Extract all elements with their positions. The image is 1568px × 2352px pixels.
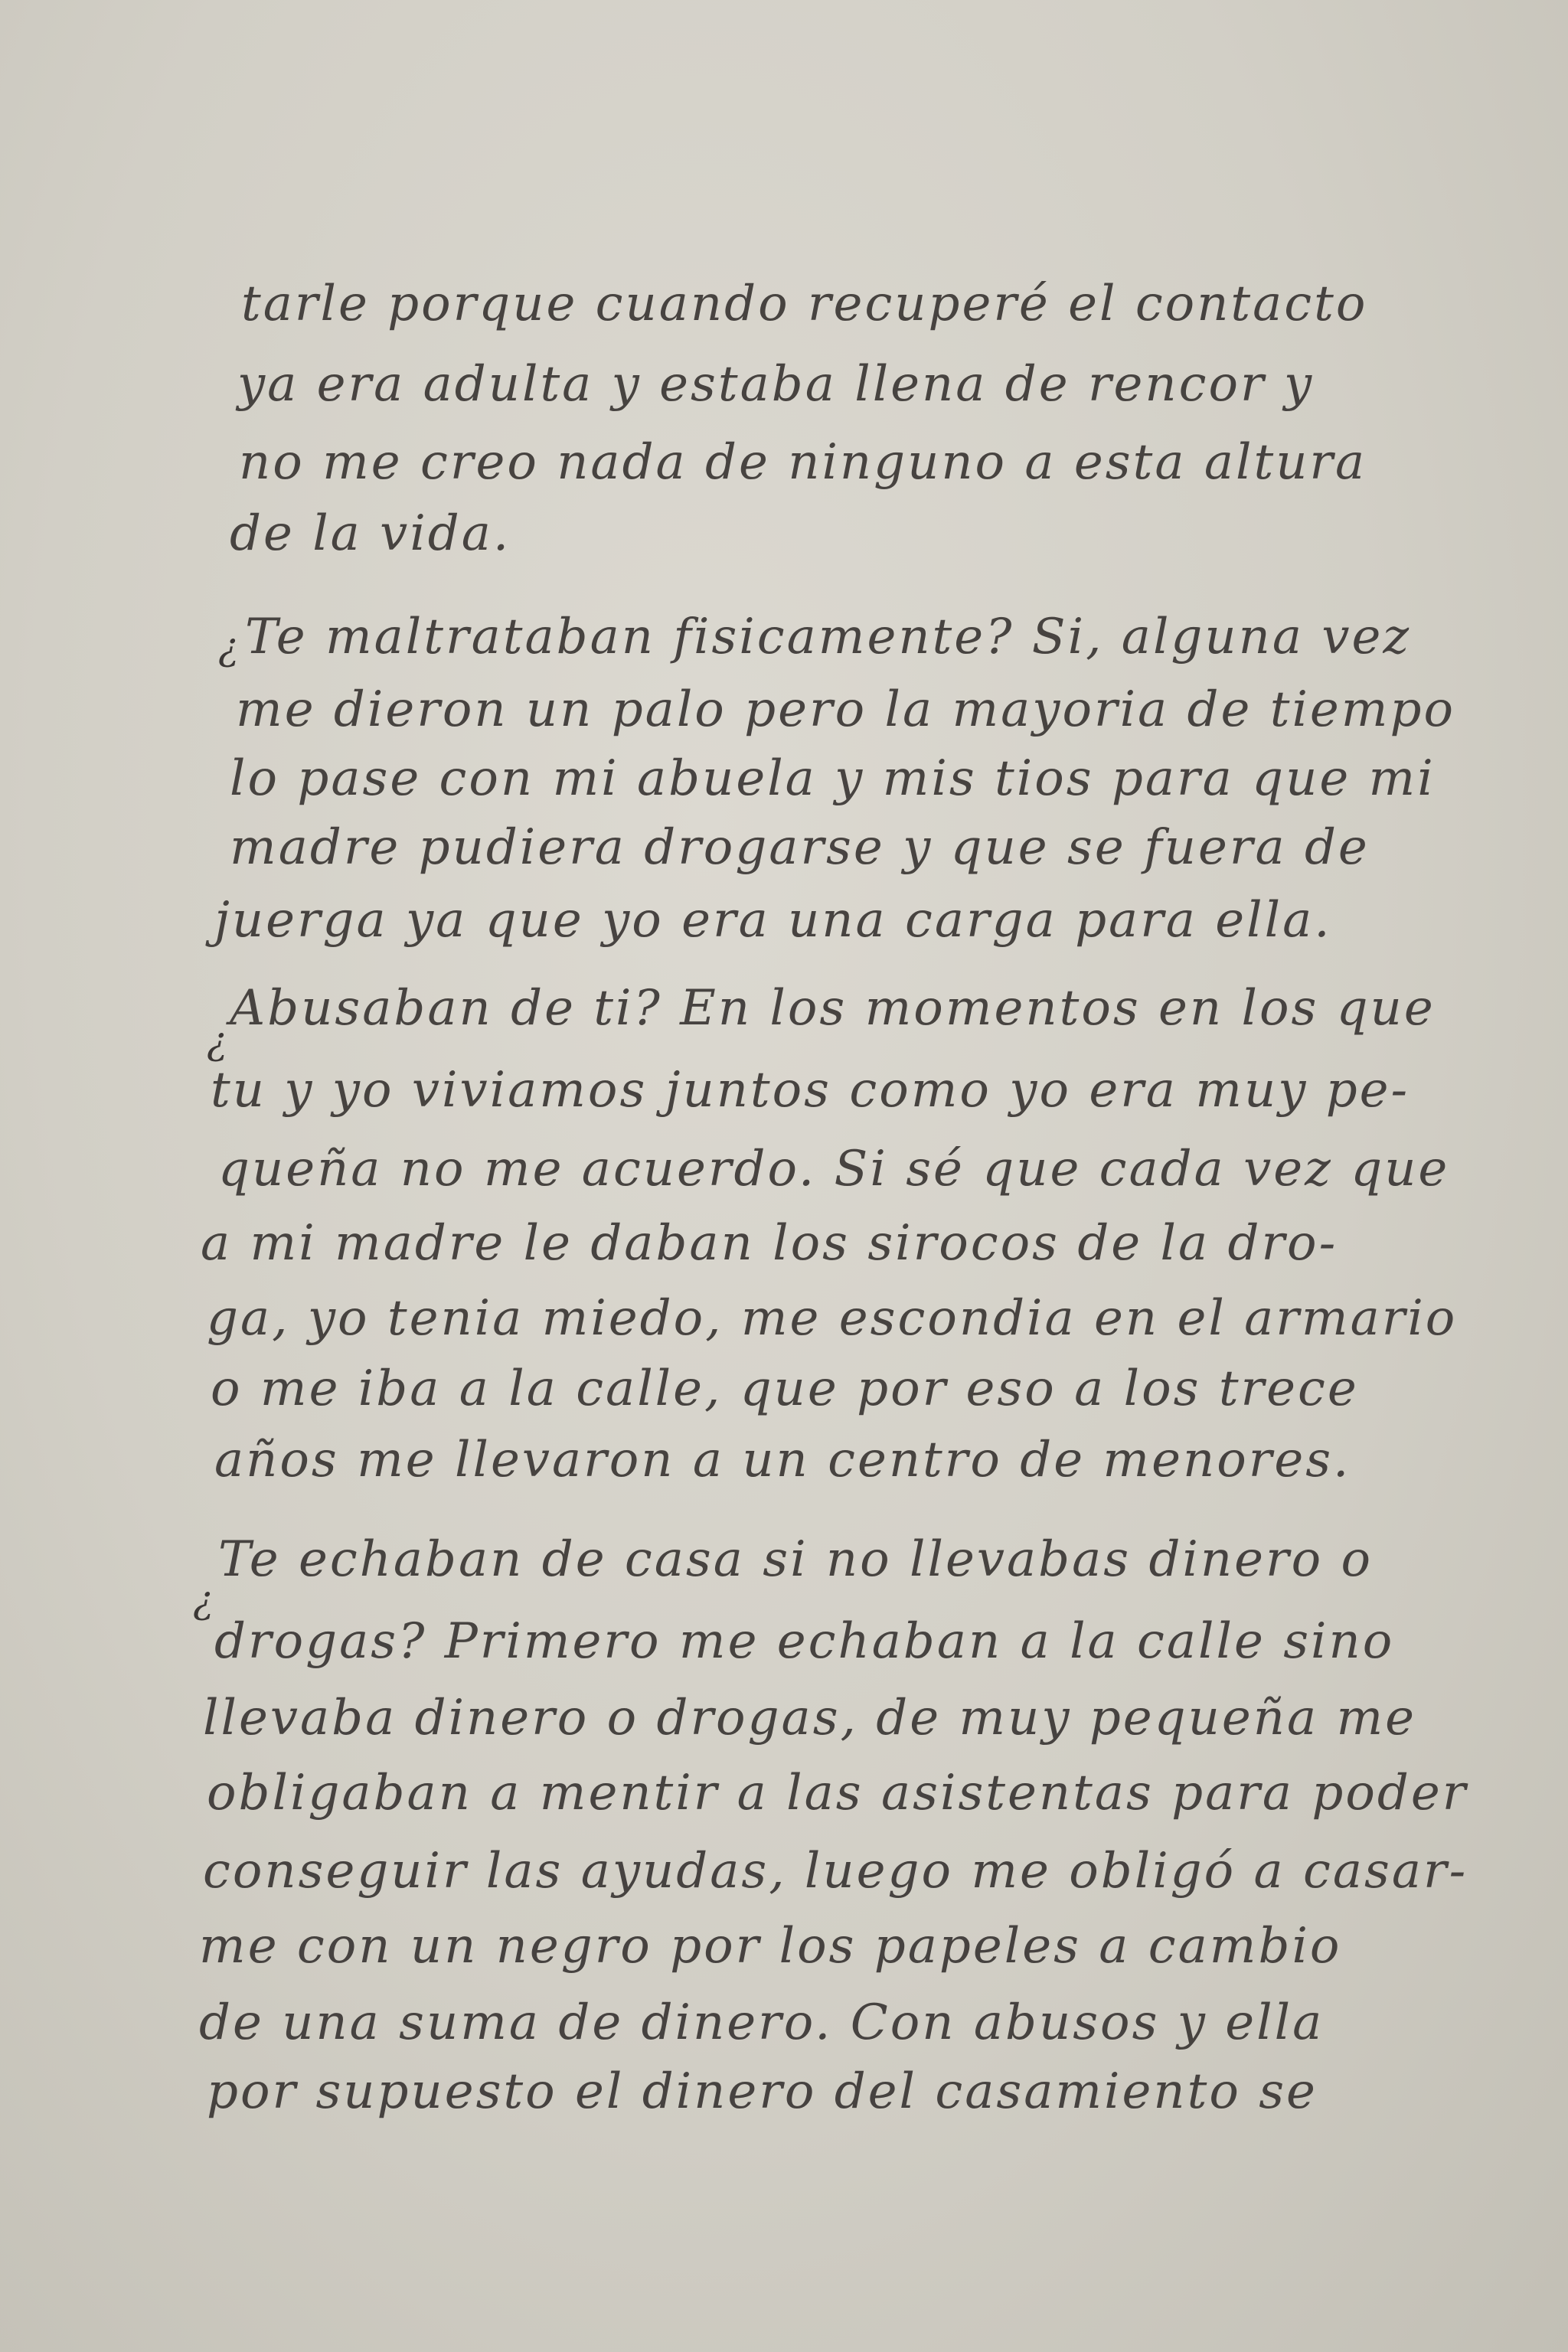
text-line: o me iba a la calle, que por eso a los trece	[211, 1361, 1359, 1417]
text-line: de la vida.	[230, 505, 511, 562]
text-line: tarle porque cuando recuperé el contacto	[241, 276, 1368, 332]
text-line: conseguir las ayudas, luego me obligó a casar-	[203, 1843, 1468, 1900]
text-line: juerga ya que yo era una carga para ella.	[214, 892, 1332, 949]
text-line: me con un negro por los papeles a cambio	[199, 1918, 1342, 1975]
inverted-question-mark: ¿	[193, 1578, 214, 1622]
text-line: tu y yo viviamos juntos como yo era muy pe-	[211, 1062, 1410, 1119]
inverted-question-mark: ¿	[218, 625, 239, 669]
text-line: me dieron un palo pero la mayoria de tiempo	[236, 681, 1455, 738]
text-line: a mi madre le daban los sirocos de la dro-	[201, 1215, 1338, 1272]
inverted-question-mark: ¿	[207, 1019, 227, 1063]
text-line: de una suma de dinero. Con abusos y ella	[199, 1994, 1325, 2051]
text-line: Te echaban de casa si no llevabas dinero o	[218, 1531, 1373, 1588]
text-line: Te maltrataban fisicamente? Si, alguna vez	[245, 609, 1412, 665]
text-line: queña no me acuerdo. Si sé que cada vez que	[218, 1141, 1450, 1197]
text-line: drogas? Primero me echaban a la calle sino	[214, 1613, 1395, 1670]
text-line: obligaban a mentir a las asistentas para poder	[207, 1765, 1468, 1821]
text-line: por supuesto el dinero del casamiento se	[207, 2063, 1318, 2120]
text-line: no me creo nada de ninguno a esta altura	[239, 434, 1367, 491]
text-line: Abusaban de ti? En los momentos en los que	[230, 980, 1436, 1037]
text-line: llevaba dinero o drogas, de muy pequeña me	[203, 1690, 1416, 1746]
text-line: años me llevaron a un centro de menores.	[214, 1432, 1351, 1488]
text-line: madre pudiera drogarse y que se fuera de	[230, 819, 1370, 876]
text-line: ya era adulta y estaba llena de rencor y	[237, 356, 1315, 413]
text-line: ga, yo tenia miedo, me escondia en el armario	[207, 1290, 1458, 1347]
text-line: lo pase con mi abuela y mis tios para que mi	[230, 750, 1436, 807]
